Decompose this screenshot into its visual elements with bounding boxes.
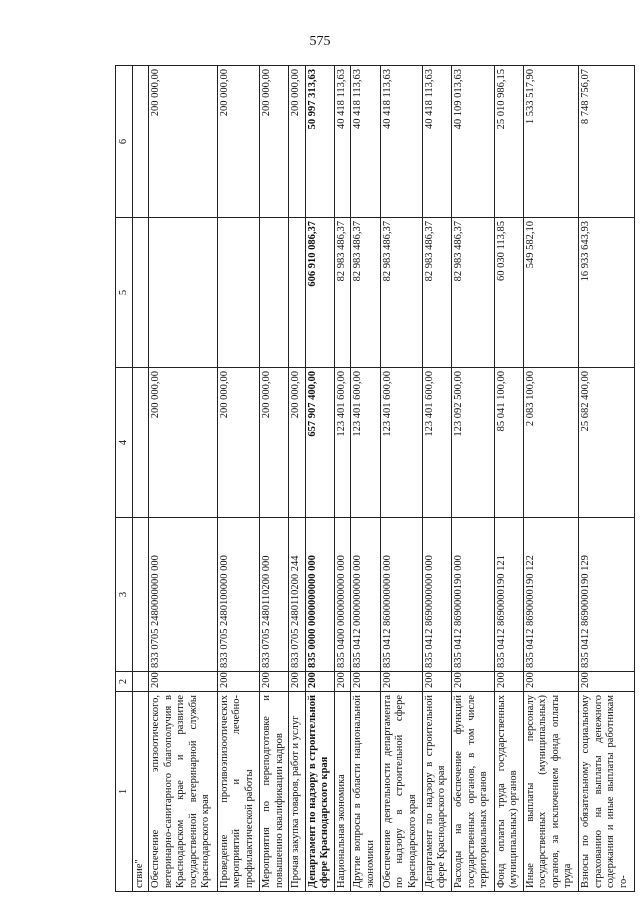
cell-col6: 1 533 517,90 bbox=[523, 66, 578, 218]
cell-col2: 200 bbox=[149, 672, 218, 692]
cell-col6: 200 000,00 bbox=[149, 66, 218, 218]
cell-col5: 60 030 113,85 bbox=[494, 218, 523, 368]
cell-col2: 200 bbox=[452, 672, 494, 692]
cell-col5 bbox=[149, 218, 218, 368]
cell-col3: 835 0400 0000000000 000 bbox=[335, 518, 351, 672]
cell-col2: 200 bbox=[335, 672, 351, 692]
cell-col3: 835 0412 8690000190 121 bbox=[494, 518, 523, 672]
cell-name: Прочая закупка товаров, работ и услуг bbox=[289, 692, 305, 892]
cell-col2: 200 bbox=[217, 672, 259, 692]
cell-col3: 835 0412 8690000190 000 bbox=[452, 518, 494, 672]
cell-name: ствие" bbox=[133, 692, 149, 892]
cell-col3: 833 0705 2480110200 244 bbox=[289, 518, 305, 672]
cell-col5: 549 582,10 bbox=[523, 218, 578, 368]
cell-name: Обеспечение деятельности департамента по надзору в строительной сфере Краснодарского края bbox=[380, 692, 422, 892]
header-row bbox=[116, 66, 133, 892]
cell-col6: 25 010 986,15 bbox=[494, 66, 523, 218]
cell-col4: 123 092 500,00 bbox=[452, 368, 494, 518]
cell-col2: 200 bbox=[380, 672, 422, 692]
cell-col5: 82 983 486,37 bbox=[351, 218, 380, 368]
column-header-5: 5 bbox=[116, 218, 133, 368]
table-row bbox=[149, 66, 218, 892]
cell-col6: 40 418 113,63 bbox=[335, 66, 351, 218]
table-row bbox=[579, 66, 635, 892]
table-row bbox=[335, 66, 351, 892]
cell-col2: 200 bbox=[579, 672, 635, 692]
cell-col2: 200 bbox=[422, 672, 451, 692]
cell-col3: 835 0412 8600000000 000 bbox=[380, 518, 422, 672]
cell-col2: 200 bbox=[305, 672, 334, 692]
cell-col2: 200 bbox=[351, 672, 380, 692]
cell-col5: 82 983 486,37 bbox=[452, 218, 494, 368]
table-row bbox=[351, 66, 380, 892]
cell-col5 bbox=[260, 218, 289, 368]
cell-col5 bbox=[217, 218, 259, 368]
cell-col6 bbox=[133, 66, 149, 218]
cell-col5 bbox=[133, 218, 149, 368]
cell-col6: 200 000,00 bbox=[289, 66, 305, 218]
cell-col5: 16 933 643,93 bbox=[579, 218, 635, 368]
table-row bbox=[289, 66, 305, 892]
cell-col4: 657 907 400,00 bbox=[305, 368, 334, 518]
cell-name: Национальная экономика bbox=[335, 692, 351, 892]
cell-col4: 200 000,00 bbox=[217, 368, 259, 518]
cell-name: Другие вопросы в области национальной экономики bbox=[351, 692, 380, 892]
cell-col4 bbox=[133, 368, 149, 518]
cell-col2: 200 bbox=[523, 672, 578, 692]
cell-col2: 200 bbox=[260, 672, 289, 692]
cell-col3: 835 0412 8690000190 129 bbox=[579, 518, 635, 672]
cell-col6: 200 000,00 bbox=[217, 66, 259, 218]
cell-name: Расходы на обеспечение функций государственных органов, в том числе территориальных органов bbox=[452, 692, 494, 892]
cell-col5 bbox=[289, 218, 305, 368]
table-row bbox=[305, 66, 334, 892]
cell-col2: 200 bbox=[289, 672, 305, 692]
cell-col6: 200 000,00 bbox=[260, 66, 289, 218]
cell-col4: 2 083 100,00 bbox=[523, 368, 578, 518]
cell-col4: 123 401 600,00 bbox=[380, 368, 422, 518]
cell-col2: 200 bbox=[494, 672, 523, 692]
table-row bbox=[523, 66, 578, 892]
cell-col4: 123 401 600,00 bbox=[422, 368, 451, 518]
table-row bbox=[380, 66, 422, 892]
cell-col4: 123 401 600,00 bbox=[351, 368, 380, 518]
cell-col5: 82 983 486,37 bbox=[380, 218, 422, 368]
cell-col3: 835 0412 8690000000 000 bbox=[422, 518, 451, 672]
table-body bbox=[133, 66, 635, 892]
cell-col3: 835 0412 8690000190 122 bbox=[523, 518, 578, 672]
cell-col5: 82 983 486,37 bbox=[335, 218, 351, 368]
table-row bbox=[494, 66, 523, 892]
cell-name: Департамент по надзору в строительной сфере Краснодарского края bbox=[422, 692, 451, 892]
cell-col3 bbox=[133, 518, 149, 672]
cell-col4: 200 000,00 bbox=[260, 368, 289, 518]
page-number: 575 bbox=[309, 34, 331, 49]
cell-col5: 606 910 086,37 bbox=[305, 218, 334, 368]
cell-name: Взносы по обязательному социальному страхованию на выплаты денежного содержания и иные выплаты работникам го- bbox=[579, 692, 635, 892]
cell-col4: 85 041 100,00 bbox=[494, 368, 523, 518]
cell-col3: 835 0000 0000000000 000 bbox=[305, 518, 334, 672]
cell-col6: 40 418 113,63 bbox=[422, 66, 451, 218]
cell-name: Мероприятия по переподготовке и повышению квалификации кадров bbox=[260, 692, 289, 892]
cell-name: Иные выплаты персоналу государственных (муниципальных) органов, за исключением фонда оплаты труда bbox=[523, 692, 578, 892]
cell-col4: 123 401 600,00 bbox=[335, 368, 351, 518]
column-header-4: 4 bbox=[116, 368, 133, 518]
table-row bbox=[422, 66, 451, 892]
table-row bbox=[452, 66, 494, 892]
cell-name: Фонд оплаты труда государственных (муниципальных) органов bbox=[494, 692, 523, 892]
cell-col6: 50 997 313,63 bbox=[305, 66, 334, 218]
cell-col6: 40 418 113,63 bbox=[380, 66, 422, 218]
cell-col3: 833 0705 2480100000 000 bbox=[217, 518, 259, 672]
cell-col6: 8 748 756,07 bbox=[579, 66, 635, 218]
cell-name: Обеспечение эпизоотического, ветеринарно-санитарного благополучия в Краснодарском крае и развитие государственной ветеринарной службы Краснодарского края bbox=[149, 692, 218, 892]
cell-col2 bbox=[133, 672, 149, 692]
cell-col4: 200 000,00 bbox=[289, 368, 305, 518]
cell-col6: 40 109 013,63 bbox=[452, 66, 494, 218]
cell-col3: 835 0412 0000000000 000 bbox=[351, 518, 380, 672]
column-header-2: 2 bbox=[116, 672, 133, 692]
cell-col6: 40 418 113,63 bbox=[351, 66, 380, 218]
cell-col4: 25 682 400,00 bbox=[579, 368, 635, 518]
cell-name: Проведение противоэпизоотических мероприятий и лечебно-профилактической работы bbox=[217, 692, 259, 892]
cell-col3: 833 0705 2480110200 000 bbox=[260, 518, 289, 672]
table-row bbox=[217, 66, 259, 892]
rotated-table-container bbox=[115, 66, 635, 892]
table-row bbox=[260, 66, 289, 892]
cell-col4: 200 000,00 bbox=[149, 368, 218, 518]
table-row bbox=[133, 66, 149, 892]
column-header-1: 1 bbox=[116, 692, 133, 892]
column-header-3: 3 bbox=[116, 518, 133, 672]
cell-col5: 82 983 486,37 bbox=[422, 218, 451, 368]
cell-name: Департамент по надзору в строительной сфере Краснодарского края bbox=[305, 692, 334, 892]
budget-table bbox=[115, 65, 635, 892]
cell-col3: 833 0705 2480000000 000 bbox=[149, 518, 218, 672]
column-header-6: 6 bbox=[116, 66, 133, 218]
